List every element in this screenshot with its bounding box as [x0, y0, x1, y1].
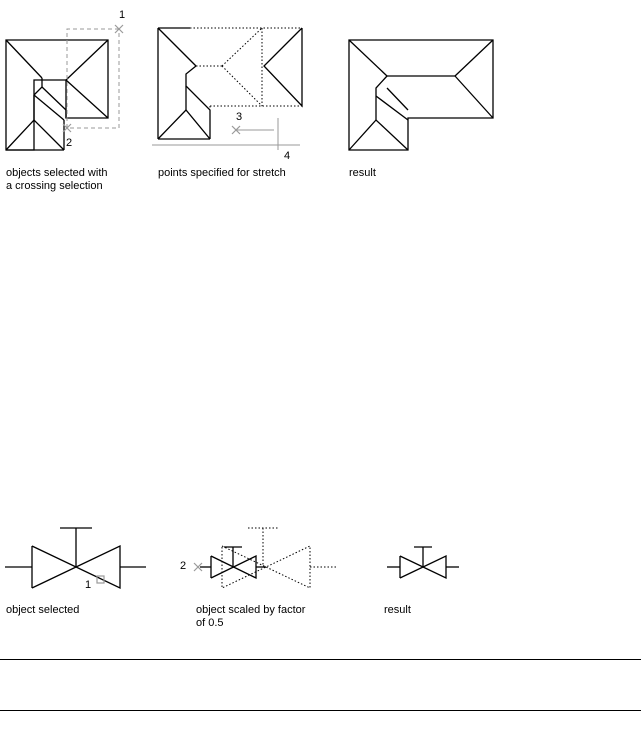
- caption-objects-selected: [6, 167, 108, 193]
- caption-objects-selected-line1: objects selected with: [6, 167, 108, 179]
- stretch-selected-drawing: [6, 40, 108, 150]
- callout-1: 1: [119, 9, 126, 21]
- stretch-points-drawing: [158, 28, 302, 139]
- valve-callout-1: 1: [85, 579, 92, 591]
- valve-original-dotted: [222, 528, 337, 588]
- caption-scale-result: result: [384, 604, 411, 616]
- divider-top: [0, 659, 641, 660]
- valve-scaled-drawing: [200, 547, 266, 578]
- caption-points-specified: points specified for stretch: [158, 167, 286, 179]
- caption-objects-selected-line2: a crossing selection: [6, 180, 103, 192]
- stretch-points-dotted-original: [190, 28, 302, 110]
- caption-object-scaled: [196, 604, 305, 630]
- valve-callout-2: 2: [180, 560, 187, 572]
- caption-object-scaled-line2: of 0.5: [196, 617, 224, 629]
- caption-stretch-result: result: [349, 167, 376, 179]
- caption-object-selected: object selected: [6, 604, 80, 616]
- callout-3: 3: [236, 111, 243, 123]
- crossing-selection-window: [67, 29, 119, 128]
- valve-result-drawing: [387, 547, 459, 578]
- caption-object-scaled-line1: object scaled by factor: [196, 604, 306, 616]
- stretch-result-drawing: [349, 40, 493, 150]
- callout-2: 2: [66, 137, 73, 149]
- callout-4: 4: [284, 150, 291, 162]
- divider-bottom: [0, 710, 641, 711]
- valve-selected-drawing: [5, 528, 146, 588]
